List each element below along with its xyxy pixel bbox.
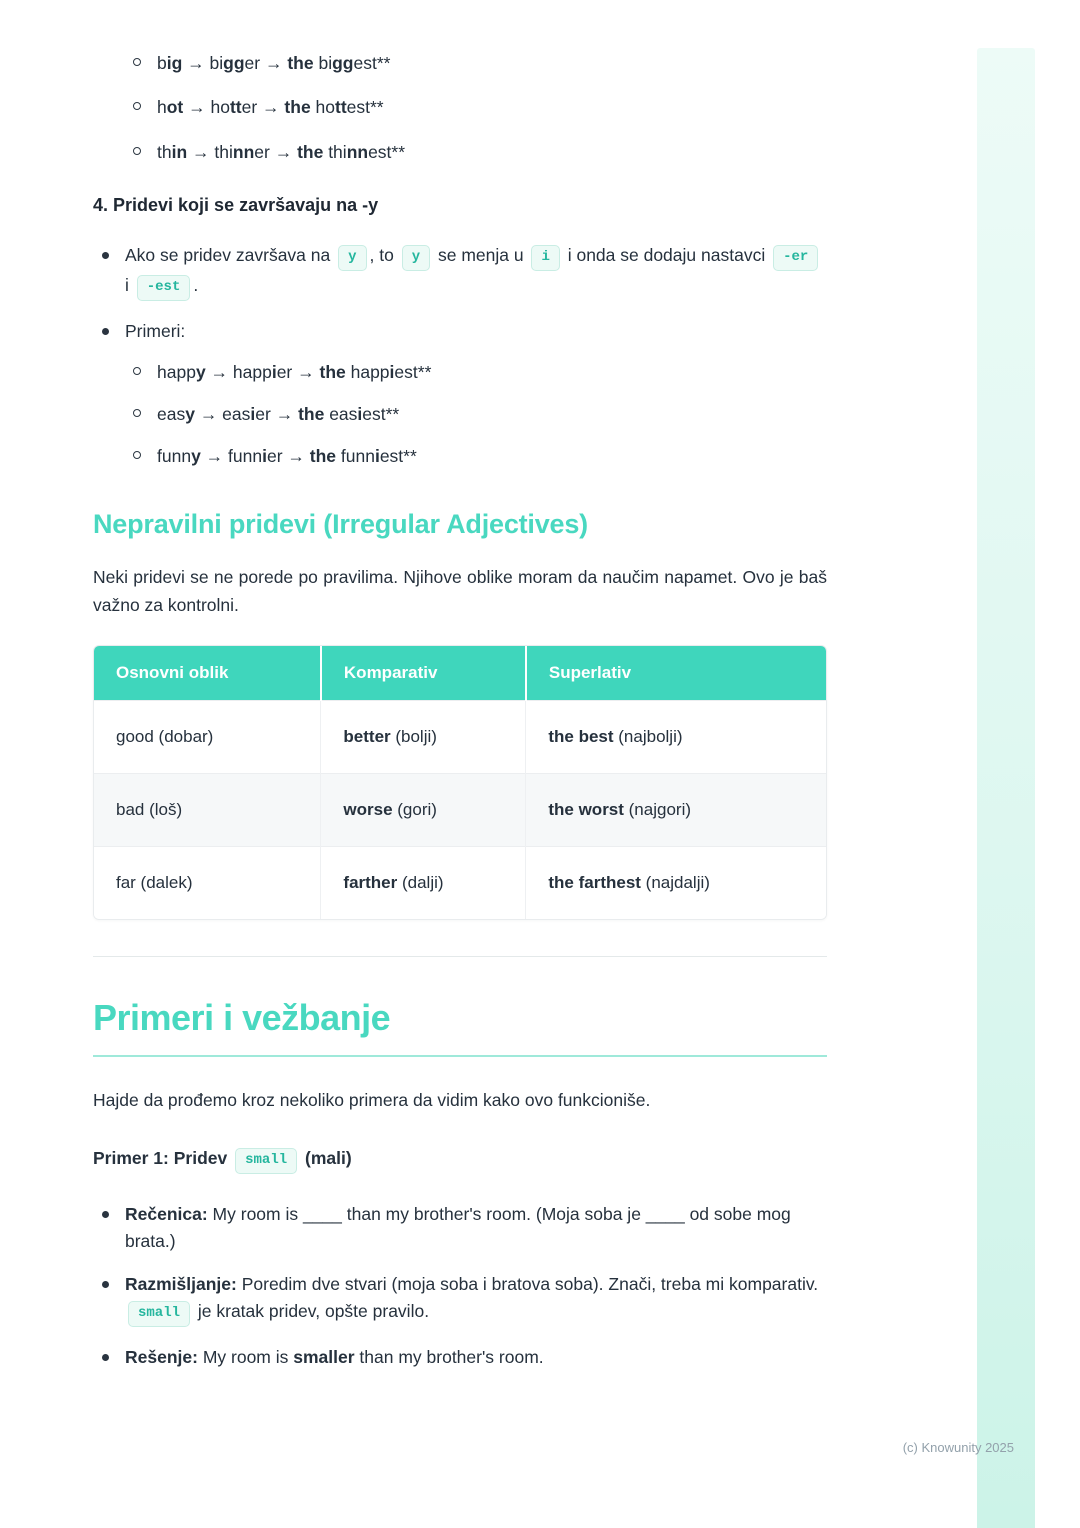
text-segment: Poredim dve stvari (moja soba i bratova soba). Znači, treba mi komparativ. [236, 1273, 819, 1294]
example-text [157, 404, 399, 424]
copyright-footer: (c) Knowunity 2025 [902, 1440, 1014, 1455]
bold-text: ig [166, 53, 183, 73]
section-heading-y-adjectives: 4. Pridevi koji se završavaju na -y [93, 194, 379, 215]
text-segment: b [157, 53, 167, 73]
table-cell [94, 700, 321, 773]
bold-text: Razmišljanje: [125, 1273, 237, 1294]
table-cell [321, 846, 526, 919]
text-segment: happ [157, 361, 196, 382]
text-segment: est** [394, 361, 432, 382]
table-header-superlativ: Superlativ [526, 646, 826, 701]
bold-text: the farthest [548, 872, 641, 892]
table-row [94, 773, 826, 846]
text-segment: eas [157, 403, 186, 424]
inline-code-chip: y [338, 245, 366, 271]
inline-code-chip: small [235, 1148, 297, 1174]
bold-text: y [195, 361, 206, 382]
circle-bullet-icon [133, 367, 141, 375]
table-cell [526, 846, 826, 919]
bold-text: Rešenje: [125, 1346, 198, 1367]
text-segment: funn [336, 446, 375, 467]
disc-bullet-icon [102, 328, 109, 335]
list-item [93, 242, 827, 302]
inline-code-chip: i [531, 245, 559, 271]
rule-text [125, 245, 821, 295]
table-header-osnovni-oblik: Osnovni oblik [94, 646, 321, 701]
text-segment: good (dobar) [116, 726, 214, 746]
bold-text: tt [229, 97, 242, 118]
bold-text: the [309, 446, 337, 467]
table-header-komparativ: Komparativ [321, 646, 526, 701]
bold-text: i [250, 403, 256, 424]
bold-text: worse [343, 799, 393, 819]
text-segment: My room is ____ than my brother's room. (Moja soba je ____ od sobe mog brata.) [125, 1203, 791, 1251]
inline-code-chip: -er [773, 245, 818, 271]
text-segment: er → [254, 141, 298, 162]
list-item [93, 1201, 827, 1255]
bold-text: i [389, 361, 395, 382]
bold-text: i [262, 446, 267, 467]
y-examples-list [125, 359, 827, 470]
text-segment: Ako se pridev završava na [125, 244, 336, 265]
text-segment: (gori) [392, 799, 437, 819]
bold-text: farther [343, 872, 398, 892]
table-row [94, 846, 826, 919]
list-item [125, 359, 827, 385]
decorative-side-strip [977, 48, 1035, 1528]
bold-text: smaller [293, 1346, 355, 1367]
text-segment: er → [276, 361, 320, 382]
table-cell [526, 700, 826, 773]
practice-intro-paragraph: Hajde da prođemo kroz nekoliko primera da vidim kako ovo funkcioniše. [93, 1089, 651, 1110]
circle-bullet-icon [133, 451, 141, 459]
short-adjective-examples-list [93, 50, 827, 165]
bold-text: the [287, 53, 314, 73]
text-segment: er → [255, 403, 299, 424]
example-text [157, 362, 431, 382]
bold-text: the [298, 403, 325, 424]
text-segment: (najgori) [623, 799, 692, 819]
bold-text: y [191, 446, 201, 467]
text-segment: est** [353, 53, 391, 73]
disc-bullet-icon [102, 1281, 109, 1288]
example-1-title [93, 1148, 827, 1175]
table-row [94, 700, 826, 773]
comparison-table [94, 646, 826, 919]
circle-bullet-icon [133, 102, 141, 110]
inline-code-chip: small [128, 1301, 190, 1327]
text-segment: se menja u [433, 244, 529, 265]
text-segment: er → [244, 53, 288, 73]
table-body [94, 700, 826, 919]
practice-heading: Primeri i vežbanje [93, 996, 391, 1038]
text-segment: bi [313, 53, 333, 73]
text-segment: thi [323, 141, 347, 162]
text-segment: than my brother's room. [354, 1346, 544, 1367]
text-segment: → funn [200, 446, 263, 467]
bold-text: the worst [548, 799, 624, 819]
solution-step-text [125, 1347, 544, 1367]
list-item [125, 401, 827, 427]
thinking-step-text [125, 1274, 818, 1321]
bold-text: i [374, 446, 380, 467]
bold-text: i [357, 403, 363, 424]
y-adjectives-list [93, 242, 827, 470]
primeri-label: Primeri: [125, 320, 186, 341]
practice-steps-list [93, 1201, 827, 1371]
text-segment: i [125, 274, 134, 295]
text-segment: happ [345, 361, 390, 382]
disc-bullet-icon [102, 1354, 109, 1361]
text-segment: er → [241, 97, 285, 118]
list-item [93, 50, 827, 76]
circle-bullet-icon [133, 409, 141, 417]
list-item [125, 443, 827, 469]
bold-text: nn [346, 141, 369, 162]
text-segment: (najbolji) [613, 726, 683, 746]
text-segment: → bi [182, 53, 224, 73]
example-text [157, 53, 390, 73]
text-segment: est** [362, 403, 400, 424]
text-segment: est** [379, 446, 417, 467]
bold-text: the [284, 97, 311, 118]
text-segment: → eas [194, 403, 251, 424]
text-segment: My room is [197, 1346, 294, 1367]
text-segment: eas [324, 403, 358, 424]
bold-text: the [297, 141, 324, 162]
table-cell [94, 846, 321, 919]
disc-bullet-icon [102, 252, 109, 259]
disc-bullet-icon [102, 1211, 109, 1218]
irregular-adjectives-heading: Nepravilni pridevi (Irregular Adjectives) [93, 509, 588, 540]
text-segment: → ho [183, 97, 230, 118]
text-segment: , to [369, 244, 399, 265]
inline-code-chip: -est [137, 275, 191, 301]
text-segment: h [157, 97, 167, 118]
example-text [157, 446, 417, 466]
inline-code-chip: y [402, 245, 430, 271]
bold-text: y [185, 403, 195, 424]
bold-text: gg [332, 53, 354, 73]
text-segment: → happ [205, 361, 272, 382]
practice-heading-rule [93, 1055, 827, 1057]
bold-text: the best [548, 726, 614, 746]
bold-text: i [271, 361, 277, 382]
text-segment: funn [157, 446, 192, 467]
text-segment: . [193, 274, 199, 295]
list-item [93, 139, 827, 165]
list-item [93, 1344, 827, 1371]
text-segment: far (dalek) [116, 872, 193, 892]
text-segment: th [157, 141, 172, 162]
table-cell [526, 773, 826, 846]
text-segment: er → [266, 446, 310, 467]
bold-text: better [343, 726, 391, 746]
bold-text: ot [166, 97, 184, 118]
text-segment: est** [368, 141, 406, 162]
table-head [94, 646, 826, 701]
bold-text: Rečenica: [125, 1203, 208, 1224]
text-segment: (najdalji) [640, 872, 710, 892]
circle-bullet-icon [133, 147, 141, 155]
text-segment: est** [346, 97, 384, 118]
example-text [157, 97, 384, 117]
list-item [93, 318, 827, 470]
bold-text: nn [232, 141, 255, 162]
irregular-adjectives-table [93, 645, 827, 920]
table-cell [94, 773, 321, 846]
text-segment: bad (loš) [116, 799, 183, 819]
text-segment: je kratak pridev, opšte pravilo. [193, 1301, 430, 1322]
table-cell [321, 700, 526, 773]
circle-bullet-icon [133, 58, 141, 66]
bold-text: gg [223, 53, 245, 73]
bold-text: the [319, 361, 346, 382]
content-area [93, 50, 827, 1387]
table-header-row [94, 646, 826, 701]
sentence-step-text [125, 1204, 791, 1251]
irregular-intro-paragraph: Neki pridevi se ne porede po pravilima. Njihove oblike moram da naučim napamet. Ovo je baš važno za kontrolni. [93, 567, 827, 615]
bold-text: tt [335, 97, 347, 118]
bold-text: (mali) [300, 1147, 352, 1168]
example-text [157, 142, 405, 162]
text-segment: i onda se dodaju nastavci [562, 244, 771, 265]
text-segment: → thi [187, 141, 233, 162]
section-divider [93, 956, 827, 957]
bold-text: Primer 1: Pridev [93, 1147, 233, 1168]
list-item [93, 1271, 827, 1328]
text-segment: (dalji) [397, 872, 444, 892]
table-cell [321, 773, 526, 846]
list-item [93, 94, 827, 120]
bold-text: in [171, 141, 188, 162]
text-segment: ho [310, 97, 335, 118]
text-segment: (bolji) [390, 726, 437, 746]
